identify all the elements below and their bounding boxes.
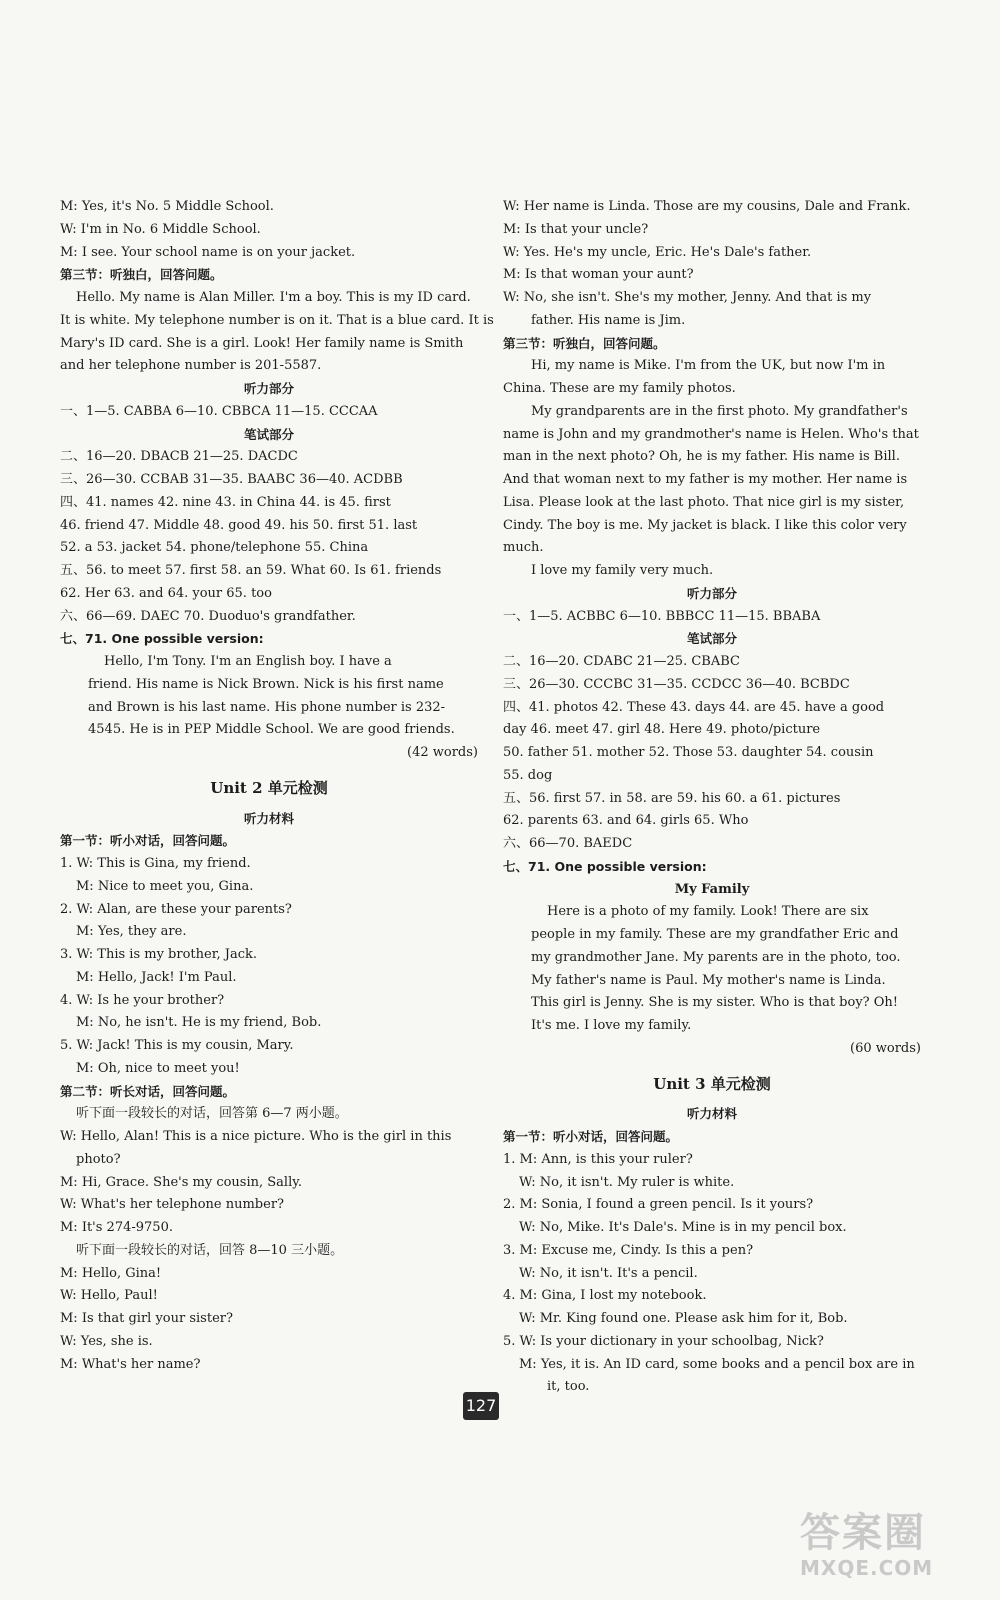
dialogue-line: M: Yes, it's No. 5 Middle School.	[60, 199, 274, 214]
dialogue-line: 2. M: Sonia, I found a green pencil. Is it yours?	[503, 1197, 814, 1213]
part-heading-writing: 笔试部分	[686, 631, 737, 647]
essay-line: and Brown is his last name. His phone number is 232-	[88, 699, 446, 715]
answer-line: 二、16—20. DBACB 21—25. DACDC	[60, 449, 298, 465]
dialogue-line: 1. W: This is Gina, my friend.	[60, 856, 251, 871]
answer-line: 五、56. to meet 57. first 58. an 59. What 60. Is 61. friends	[60, 563, 442, 578]
dialogue-line: W: No, she isn't. She's my mother, Jenny. And that is my	[503, 290, 872, 305]
part-heading-listening: 听力部分	[686, 585, 737, 601]
monologue-line: I love my family very much.	[531, 563, 714, 578]
dialogue-line: W: No, it isn't. My ruler is white.	[519, 1174, 735, 1190]
dialogue-line: M: Hi, Grace. She's my cousin, Sally.	[60, 1174, 302, 1190]
monologue-line: My grandparents are in the first photo. My grandfather's	[531, 403, 908, 419]
section-heading: 第二节：听长对话，回答问题。	[60, 1083, 236, 1099]
essay-line: Hello, I'm Tony. I'm an English boy. I have a	[104, 654, 392, 669]
dialogue-line: 2. W: Alan, are these your parents?	[60, 901, 292, 917]
dialogue-line: M: Yes, it is. An ID card, some books and a pencil box are in	[519, 1356, 915, 1372]
word-count: (60 words)	[850, 1040, 921, 1056]
answer-line: 62. parents 63. and 64. girls 65. Who	[503, 813, 749, 829]
monologue-line: It is white. My telephone number is on it. That is a blue card. It is	[60, 312, 494, 328]
dialogue-line: 1. M: Ann, is this your ruler?	[503, 1151, 693, 1167]
essay-line: It's me. I love my family.	[531, 1018, 692, 1033]
answer-line: 三、26—30. CCCBC 31—35. CCDCC 36—40. BCBDC	[503, 676, 850, 692]
dialogue-line: 3. M: Excuse me, Cindy. Is this a pen?	[503, 1242, 754, 1258]
answer-line: 三、26—30. CCBAB 31—35. BAABC 36—40. ACDBB	[60, 472, 403, 487]
dialogue-line: M: No, he isn't. He is my friend, Bob.	[76, 1015, 322, 1031]
dialogue-line: W: No, Mike. It's Dale's. Mine is in my pencil box.	[519, 1220, 847, 1235]
right-column	[503, 196, 921, 1399]
essay-line: My father's name is Paul. My mother's name is Linda.	[531, 972, 886, 988]
dialogue-line: W: What's her telephone number?	[60, 1197, 285, 1213]
word-count: (42 words)	[407, 745, 478, 760]
monologue-line: and her telephone number is 201-5587.	[60, 358, 322, 374]
answer-line: 七、71. One possible version:	[60, 631, 264, 647]
part-heading-listening: 听力部分	[243, 381, 294, 396]
dialogue-line: M: Hello, Jack! I'm Paul.	[76, 969, 237, 985]
monologue-line: Hello. My name is Alan Miller. I'm a boy. This is my ID card.	[76, 290, 471, 305]
dialogue-line: M: Is that girl your sister?	[60, 1311, 233, 1326]
answer-line: 七、71. One possible version:	[503, 858, 707, 874]
dialogue-line: W: No, it isn't. It's a pencil.	[519, 1265, 698, 1281]
dialogue-line: W: Hello, Alan! This is a nice picture. Who is the girl in this	[60, 1129, 452, 1144]
answer-line: 46. friend 47. Middle 48. good 49. his 50. first 51. last	[60, 517, 418, 533]
section-heading: 第一节：听小对话，回答问题。	[503, 1129, 679, 1144]
monologue-line: Cindy. The boy is me. My jacket is black. I like this color very	[503, 517, 907, 533]
answer-line: 一、1—5. ACBBC 6—10. BBBCC 11—15. BBABA	[503, 608, 821, 624]
watermark-text-bottom: MXQE.COM	[800, 1556, 934, 1580]
dialogue-line: M: Yes, they are.	[76, 924, 187, 940]
dialogue-line: 3. W: This is my brother, Jack.	[60, 947, 258, 962]
left-column	[60, 196, 494, 1376]
monologue-line: Mary's ID card. She is a girl. Look! Her family name is Smith	[60, 335, 464, 351]
dialogue-line: 5. W: Is your dictionary in your schoolbag, Nick?	[503, 1333, 824, 1349]
answer-line: 五、56. first 57. in 58. are 59. his 60. a 61. pictures	[503, 790, 841, 806]
dialogue-line: photo?	[76, 1151, 121, 1167]
dialogue-line: W: I'm in No. 6 Middle School.	[60, 221, 261, 237]
essay-title: My Family	[674, 881, 750, 897]
dialogue-line: W: Her name is Linda. Those are my cousins, Dale and Frank.	[503, 199, 911, 214]
answer-line: day 46. meet 47. girl 48. Here 49. photo/picture	[503, 722, 821, 738]
dialogue-line: father. His name is Jim.	[531, 312, 686, 328]
dialogue-line: 5. W: Jack! This is my cousin, Mary.	[60, 1038, 294, 1053]
answer-line: 55. dog	[503, 767, 553, 783]
answer-line: 62. Her 63. and 64. your 65. too	[60, 585, 272, 601]
answer-line: 四、41. photos 42. These 43. days 44. are 45. have a good	[503, 699, 885, 715]
answer-line: 六、66—69. DAEC 70. Duoduo's grandfather.	[60, 608, 356, 624]
dialogue-line: M: Hello, Gina!	[60, 1265, 162, 1281]
dialogue-line: M: Is that woman your aunt?	[503, 267, 694, 283]
answer-line: 四、41. names 42. nine 43. in China 44. is 45. first	[60, 494, 391, 510]
listening-material-heading: 听力材料	[243, 810, 294, 826]
essay-line: people in my family. These are my grandfather Eric and	[531, 927, 899, 942]
watermark-logo	[800, 1510, 990, 1590]
monologue-line: Hi, my name is Mike. I'm from the UK, but now I'm in	[531, 358, 886, 374]
answer-line: 二、16—20. CDABC 21—25. CBABC	[503, 654, 740, 669]
dialogue-line: it, too.	[547, 1379, 590, 1395]
essay-line: This girl is Jenny. She is my sister. Who is that boy? Oh!	[531, 995, 899, 1011]
dialogue-line: W: Hello, Paul!	[60, 1288, 158, 1304]
essay-line: 4545. He is in PEP Middle School. We are good friends.	[88, 722, 455, 738]
dialogue-line: M: Nice to meet you, Gina.	[76, 878, 254, 894]
essay-line: Here is a photo of my family. Look! There are six	[547, 904, 869, 920]
dialogue-line: W: Mr. King found one. Please ask him for it, Bob.	[519, 1311, 848, 1326]
instruction-line: 听下面一段较长的对话，回答 8—10 三小题。	[76, 1242, 344, 1258]
essay-line: my grandmother Jane. My parents are in the photo, too.	[531, 949, 901, 965]
dialogue-line: M: I see. Your school name is on your jacket.	[60, 244, 356, 260]
dialogue-line: W: Yes. He's my uncle, Eric. He's Dale's father.	[503, 244, 812, 260]
answer-line: 一、1—5. CABBA 6—10. CBBCA 11—15. CCCAA	[60, 403, 378, 419]
dialogue-line: M: It's 274-9750.	[60, 1220, 173, 1235]
dialogue-line: 4. M: Gina, I lost my notebook.	[503, 1288, 707, 1304]
monologue-line: name is John and my grandmother's name is Helen. Who's that	[503, 426, 919, 442]
listening-material-heading: 听力材料	[686, 1106, 737, 1122]
answer-line: 50. father 51. mother 52. Those 53. daughter 54. cousin	[503, 745, 874, 760]
dialogue-line: M: Is that your uncle?	[503, 221, 649, 237]
unit-title: Unit 3 单元检测	[653, 1074, 771, 1093]
section-heading: 第三节：听独白，回答问题。	[60, 267, 223, 283]
section-heading: 第三节：听独白，回答问题。	[503, 335, 666, 351]
monologue-line: much.	[503, 540, 544, 556]
instruction-line: 听下面一段较长的对话，回答第 6—7 两小题。	[76, 1106, 348, 1122]
section-heading: 第一节：听小对话，回答问题。	[60, 833, 236, 849]
monologue-line: man in the next photo? Oh, he is my father. His name is Bill.	[503, 449, 900, 465]
answer-line: 六、66—70. BAEDC	[503, 836, 633, 851]
answer-line: 52. a 53. jacket 54. phone/telephone 55. China	[60, 540, 369, 556]
monologue-line: Lisa. Please look at the last photo. That nice girl is my sister,	[503, 494, 905, 510]
dialogue-line: 4. W: Is he your brother?	[60, 992, 225, 1008]
page-number: 127	[463, 1392, 499, 1420]
unit-title: Unit 2 单元检测	[210, 778, 328, 797]
dialogue-line: W: Yes, she is.	[60, 1333, 153, 1349]
monologue-line: And that woman next to my father is my mother. Her name is	[503, 472, 908, 487]
watermark-text-top: 答案圈	[800, 1510, 926, 1556]
part-heading-writing: 笔试部分	[243, 426, 294, 442]
dialogue-line: M: Oh, nice to meet you!	[76, 1060, 240, 1076]
dialogue-line: M: What's her name?	[60, 1356, 201, 1372]
monologue-line: China. These are my family photos.	[503, 381, 736, 396]
essay-line: friend. His name is Nick Brown. Nick is his first name	[88, 676, 444, 692]
